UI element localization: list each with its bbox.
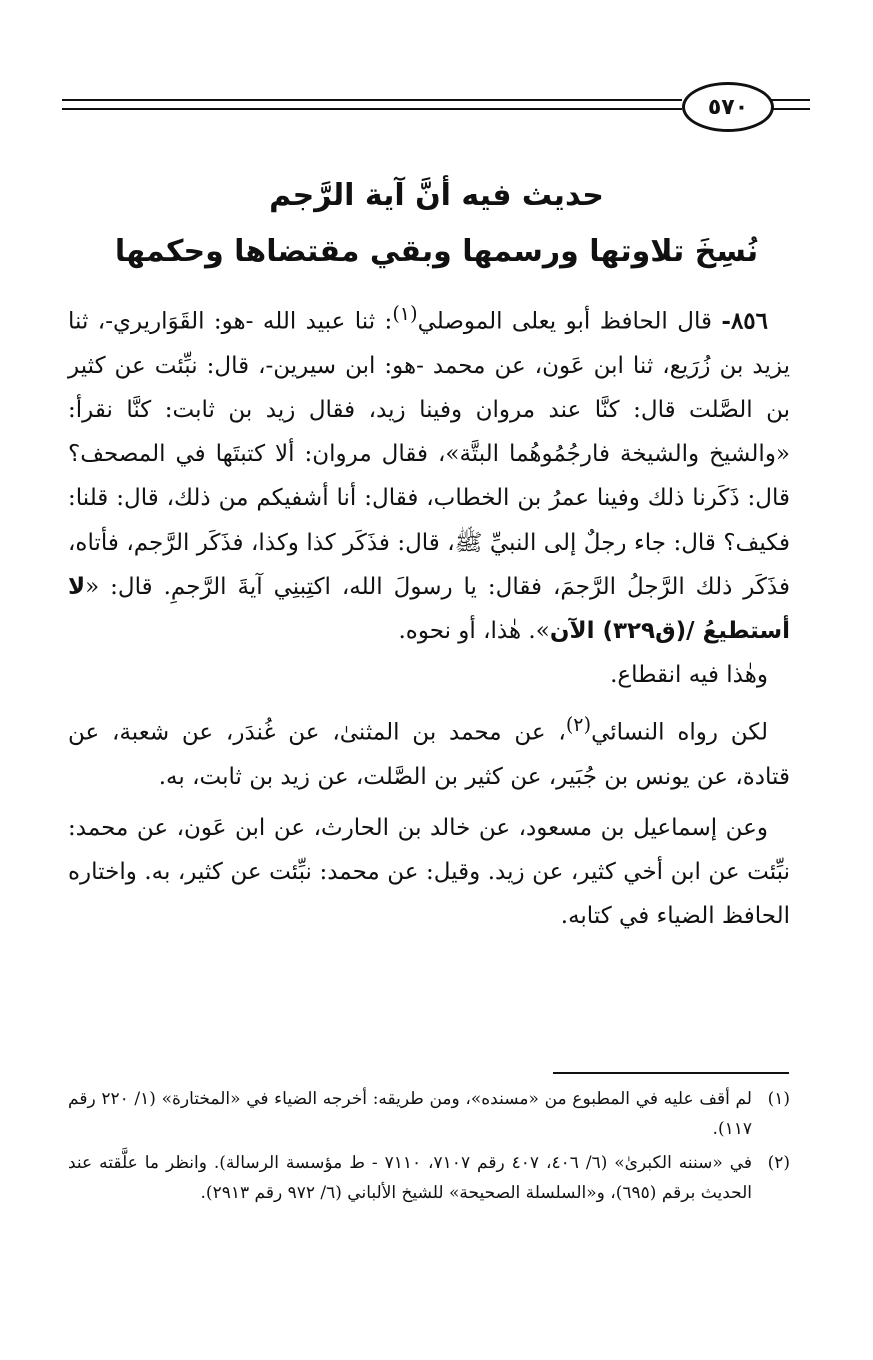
footnote-1-mark: (١) xyxy=(767,1089,790,1109)
header-rule-left-top xyxy=(62,99,682,101)
hadith-text-intro: قال الحافظ أبو يعلى الموصلي xyxy=(417,308,712,335)
chapter-title-line-1: حديث فيه أنَّ آية الرَّجم xyxy=(269,178,604,213)
chain-paragraph: وعن إسماعيل بن مسعود، عن خالد بن الحارث، عن ابن عَون، عن محمد: نبِّئت عن ابن أخي كثير، عن زيد. وقيل: عن محمد: نبِّئت عن كثير، به. واختاره الحافظ الضياء في كتابه. xyxy=(68,814,790,929)
footnote-2-text: في «سننه الكبرىٰ» (٦/ ٤٠٦، ٤٠٧ رقم ٧١٠٧، ٧١١٠ - ط مؤسسة الرسالة). وانظر ما علَّقته عند الحديث برقم (٦٩٥)، و«السلسلة الصحيحة» للشيخ الألباني (٦/ ٩٧٢ رقم ٢٩١٣). xyxy=(68,1153,752,1203)
chapter-title-line-2: نُسِخَ تلاوتها ورسمها وبقي مقتضاها وحكمها xyxy=(114,234,759,269)
footnote-ref-1[interactable]: (١) xyxy=(392,302,418,325)
page-header xyxy=(62,82,810,126)
footnote-1 xyxy=(68,1084,790,1144)
header-rule-right-bottom xyxy=(768,108,810,110)
comment-paragraph: وهٰذا فيه انقطاع. xyxy=(610,662,768,689)
footnote-ref-2[interactable]: (٢) xyxy=(565,713,592,737)
header-rule-left-bottom xyxy=(62,108,682,110)
footnote-2-mark: (٢) xyxy=(767,1153,790,1173)
page-number: ٥٧٠ xyxy=(682,82,774,132)
nasai-text-intro: لكن رواه النسائي xyxy=(591,720,768,747)
hadith-quote: لا أستطيعُ /(ق٣٢٩) الآن xyxy=(68,573,790,645)
hadith-number: ٨٥٦- xyxy=(721,307,768,335)
hadith-text-main: : ثنا عبيد الله -هو: القَوَاريري-، ثنا يزيد بن زُرَيع، ثنا ابن عَون، عن محمد -هو: ابن سيرين-، قال: نبِّئت عن كثير بن الصَّلت قال: كنَّا عند مروان وفينا زيد، فقال زيد بن ثابت: كنَّا نقرأ: «والشيخ والشيخة فارجُمُوهُما البتَّة»، فقال مروان: ألا كتبتَها في المصحف؟ قال: ذَكَرنا ذلك وفينا عمرُ بن الخطاب، فقال: أنا أشفيكم من ذلك، قال: قلنا: فكيف؟ قال: جاء رجلٌ إلى النبيِّ ﷺ، قال: فذَكَر كذا وكذا، فذَكَر الرَّجم، فأتاه، فذَكَر ذلك الرَّجلُ الرَّجمَ، فقال: يا رسولَ الله، اكتِبنِي آيةَ الرَّجمِ. قال: « xyxy=(68,308,790,600)
hadith-text-end: ». هٰذا، أو نحوه. xyxy=(398,618,550,645)
main-text xyxy=(68,292,790,938)
footnote-1-text: لم أقف عليه في المطبوع من «مسنده»، ومن طريقه: أخرجه الضياء في «المختارة» (١/ ٢٢٠ رقم ١١٧). xyxy=(68,1089,752,1139)
footnote-2 xyxy=(68,1148,790,1208)
header-rule-right-top xyxy=(768,99,810,101)
footnotes xyxy=(68,1084,790,1212)
footnote-separator xyxy=(553,1072,789,1074)
nasai-text-main: ، عن محمد بن المثنىٰ، عن غُندَر، عن شعبة، عن قتادة، عن يونس بن جُبَير، عن كثير بن الصَّلت، عن زيد بن ثابت، به. xyxy=(68,720,790,791)
hadith-paragraph xyxy=(68,292,790,653)
chapter-titles xyxy=(40,168,833,280)
nasai-paragraph xyxy=(68,703,790,799)
